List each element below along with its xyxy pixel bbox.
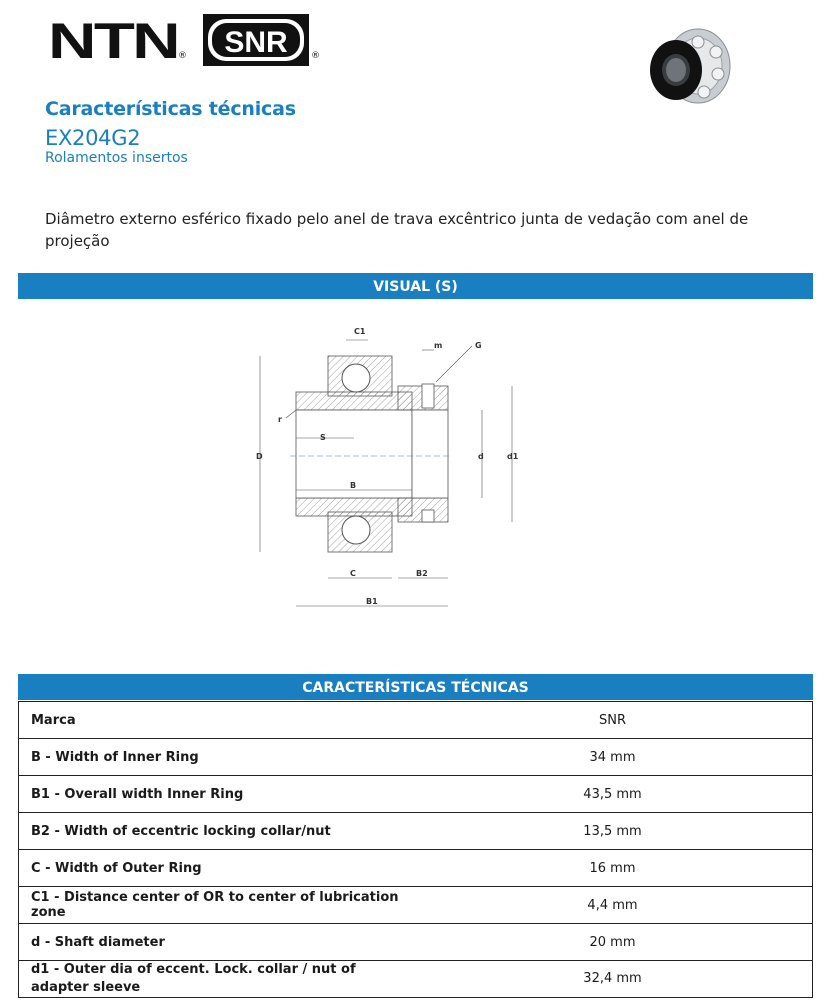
spec-label: B1 - Overall width Inner Ring [19, 776, 414, 813]
page-title: Características técnicas [45, 98, 296, 120]
spec-value: 43,5 mm [413, 776, 813, 813]
spec-value: 13,5 mm [413, 813, 813, 850]
label-G: G [475, 341, 482, 350]
table-row [19, 887, 813, 924]
spec-label: Marca [19, 702, 414, 739]
bearing-product-image [640, 24, 736, 108]
snr-logo-text: SNR [224, 26, 288, 59]
snr-registered-mark: ® [311, 51, 320, 61]
table-row [19, 961, 813, 998]
spec-value: 20 mm [413, 924, 813, 961]
spec-label: d1 - Outer dia of eccent. Lock. collar / nut of adapter sleeve [19, 961, 414, 998]
product-model: EX204G2 [45, 126, 141, 150]
label-B1: B1 [366, 597, 378, 606]
product-description: Diâmetro externo esférico fixado pelo anel de trava excêntrico junta de vedação com anel de projeção [45, 210, 749, 250]
visual-section-header: VISUAL (S) [18, 273, 813, 299]
label-C1: C1 [354, 327, 366, 336]
label-B: B [350, 481, 357, 490]
table-row [19, 702, 813, 739]
spec-label: B - Width of Inner Ring [19, 739, 414, 776]
product-category: Rolamentos insertos [45, 150, 188, 166]
spec-label: C1 - Distance center of OR to center of lubrication zone [19, 887, 414, 924]
label-m: m [434, 341, 443, 350]
spec-value: SNR [413, 702, 813, 739]
label-d: d [478, 452, 484, 461]
spec-value: 32,4 mm [413, 961, 813, 998]
table-row [19, 813, 813, 850]
table-row [19, 850, 813, 887]
label-B2: B2 [416, 569, 428, 578]
page-heading [45, 98, 296, 166]
label-D: D [256, 452, 263, 461]
spec-value: 16 mm [413, 850, 813, 887]
technical-drawing [250, 322, 530, 612]
ntn-logo-text: NTN [48, 13, 178, 69]
table-row [19, 776, 813, 813]
spec-value: 4,4 mm [413, 887, 813, 924]
ntn-registered-mark: ® [178, 51, 187, 61]
label-S: S [320, 433, 326, 442]
table-row [19, 739, 813, 776]
label-r: r [278, 415, 282, 424]
specs-section-header: CARACTERÍSTICAS TÉCNICAS [18, 674, 813, 700]
spec-value: 34 mm [413, 739, 813, 776]
spec-label: d - Shaft diameter [19, 924, 414, 961]
specs-table [18, 701, 813, 998]
ntn-snr-logo [48, 12, 328, 72]
table-row [19, 924, 813, 961]
spec-label: B2 - Width of eccentric locking collar/nut [19, 813, 414, 850]
label-C: C [350, 569, 356, 578]
label-d1: d1 [507, 452, 519, 461]
spec-label: C - Width of Outer Ring [19, 850, 414, 887]
